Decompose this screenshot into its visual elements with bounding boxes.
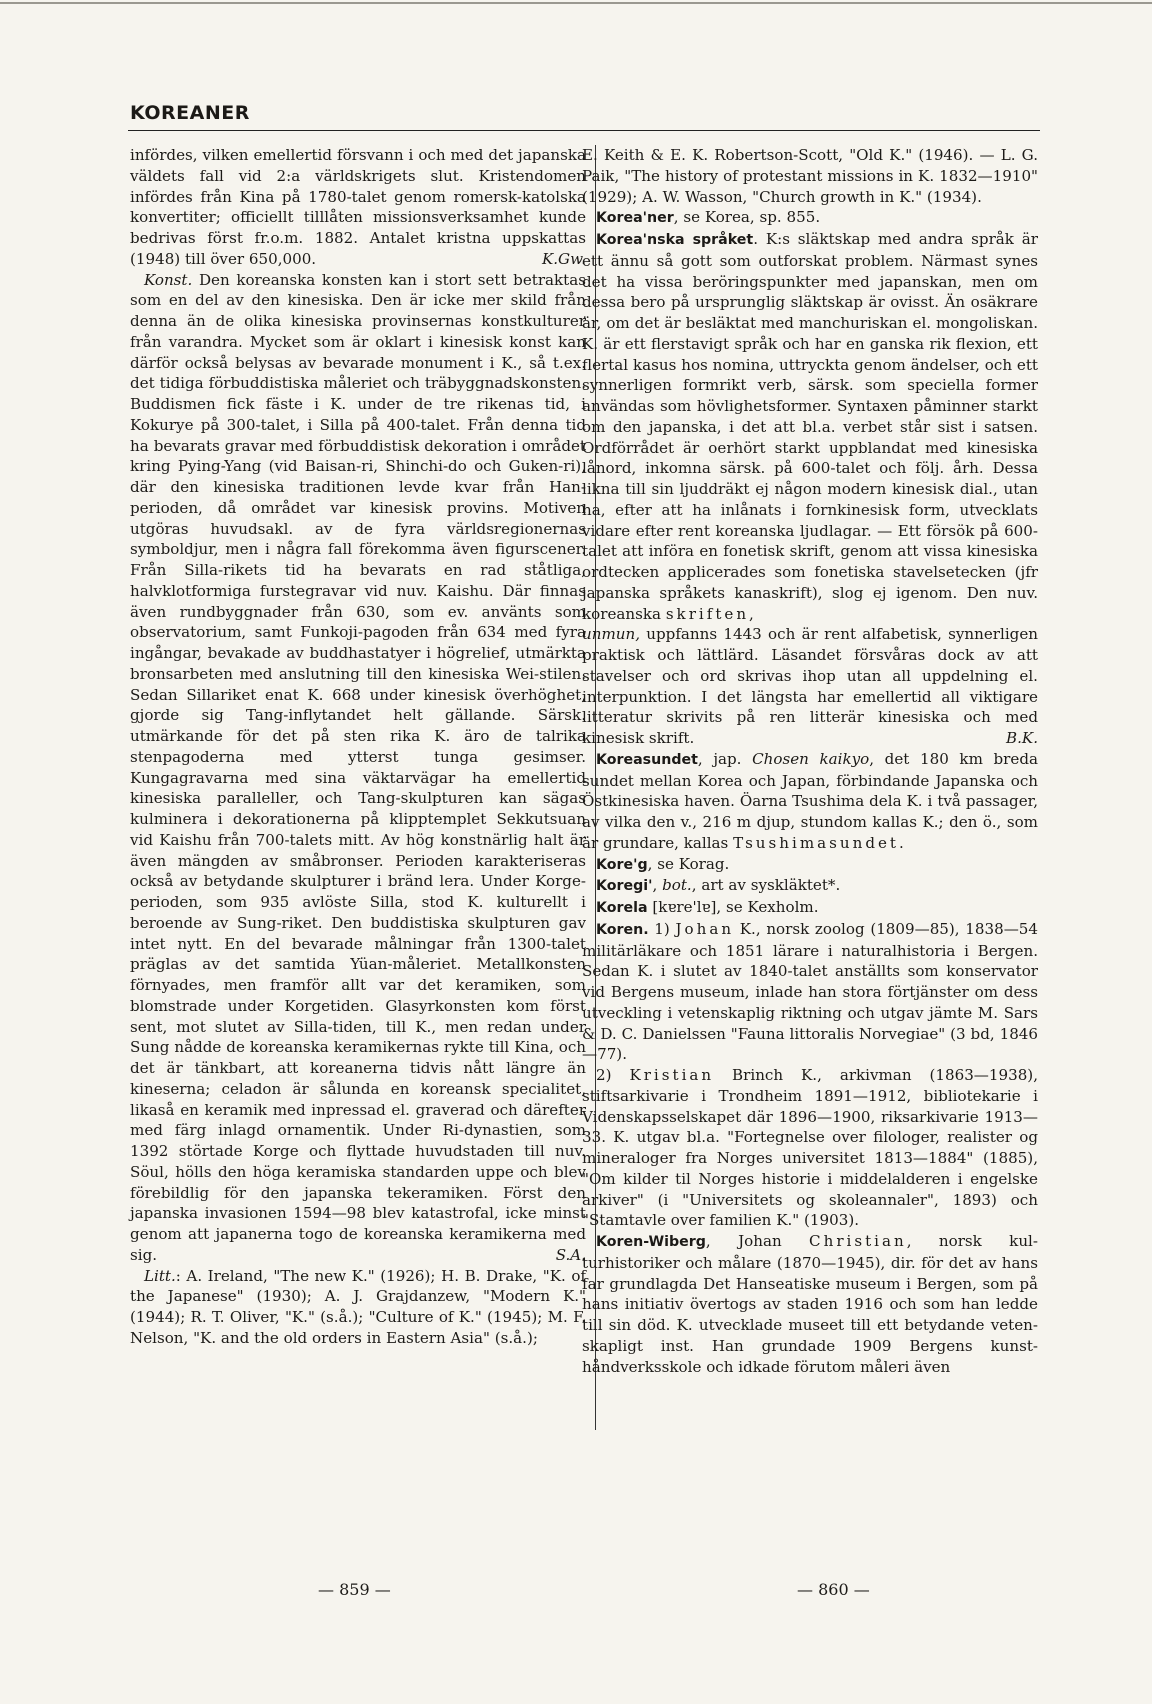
text: , art av syskläktet*.: [691, 876, 841, 895]
entry-term: Koren-Wiberg: [596, 1234, 706, 1250]
text: , norsk kulturhistoriker och målare (1870—1945), dir. för det av hans far grundlagda Det Hanseatiske museum i Bergen, som på hans initiativ övertogs av staden 1916 och som han ledde till sin död. K. utvecklade museet till ett betydande vetenskapligt inst. Han grundade 1909 Bergens kunsthåndverksskole och idkade förutom måleri även: [582, 1232, 1038, 1376]
left-column: [130, 145, 586, 1349]
text: 2): [596, 1066, 630, 1084]
scan-edge: [0, 2, 1152, 4]
entry-term: Koreasundet: [596, 751, 698, 768]
entry-koreanska-spraket: [582, 229, 1038, 749]
entry-term: Koren.: [596, 921, 649, 938]
text: E. Keith & E. K. Robertson-Scott, "Old K." (1946). — L. G. Paik, "The history of protestant missions in K. 1832—1910" (1929); A. W. Wasson, "Church growth in K." (1934).: [582, 146, 1038, 206]
text: . K:s släktskap med andra språk är ett ännu så gott som outforskat problem. Närmast synes det ha vissa beröringspunkter med japanskan, men om dessa bero på ursprunglig släktskap är ovisst. Än osäkrare är, om det är besläktat med manchuriskan el. mongoliskan. K. är ett flerstavigt språk och har en ganska rik flexion, ett flertal kasus hos nomina, uttryckta genom ändelser, och ett synnerligen formrikt verb, särsk. som speciella former användas som hövlighetsformer. Syntaxen påminner starkt om den japanska, i det att bl.a. verbet står sist i satsen. Ordförrådet är oerhört starkt uppblandat med kinesiska lånord, inkomna särsk. på 600-talet och följ. årh. Dessa likna till sin ljuddräkt ej någon modern kinesisk dial., utan ha, efter att ha inlånats i fornkinesisk form, utvecklats vidare efter rent koreanska ljudlagar. — Ett försök på 600talet att införa en fonetisk skrift, genom att vissa kinesiska ordtecken applicerades som fonetiska stavelsetecken (jfr japanska språkets kanaskrift), slog ej igenom. Den nuv. koreanska: [582, 230, 1038, 623]
paragraph-litt: [130, 1266, 586, 1349]
entry-koreaner: [582, 207, 1038, 229]
text: , Johan: [705, 1232, 810, 1250]
entry-term: Korea'ner: [596, 210, 674, 227]
paragraph-konst: [130, 270, 586, 1266]
page-number-right: — 860 —: [797, 1580, 870, 1599]
entry-koregi: Koregi', bot., art av syskläktet*.: [596, 876, 841, 895]
entry-koren-1: Koren. 1) Johan K., norsk zoolog (1809—85), 1838—54 militärläkare och 1851 lärare i naturalhistoria i Bergen. Sedan K. i slutet av 1840-talet anställts som konservator vid Bergens museum, inlade han stora förtjänster om dess utveckling i vetenskaplig riktning och utgav jämte M. Sars & D. C. Danielssen "Fauna littoralis Norvegiae" (3 bd, 1846—77).: [582, 919, 1038, 1064]
entry-koreasundet: [582, 749, 1038, 854]
right-column: [582, 145, 1038, 1377]
entry-term: Korea'nska språket: [596, 232, 754, 248]
text: [kɐre'lɐ], se Kexholm.: [647, 898, 819, 916]
spaced-name: Kristian: [629, 1066, 715, 1084]
running-head: KOREANER: [130, 102, 250, 124]
text: Brinch K., arkivman (1863—1938), stiftsarkivarie i Trondheim 1891—1912, bibliotekarie i Videnskapsselskapet där 1896—1900, riksarkivarie 1913—33. K. utgav bl.a. "Fortegnelse over filologer, realister og mineraloger fra Norges universitet 1813—1884" (1885), "Om kilder til Norges historie i middelalderen i engelske arkiver" (i "Universitets og skoleannaler", 1893) och "Stamtavle over familien K." (1903).: [582, 1066, 1038, 1230]
text: , se Korea, sp. 855.: [673, 208, 821, 227]
signature: B.K.: [1006, 729, 1038, 747]
paragraph-litt-continued: [582, 145, 1038, 207]
text: : A. Ireland, "The new K." (1926); H. B. Drake, "K. of the Japanese" (1930); A. J. Grajdanzew, "Modern K." (1944); R. T. Oliver, "K." (s.å.); "Culture of K." (1945); M. F. Nelson, "K. and the old orders in Eastern Asia" (s.å.);: [130, 1266, 586, 1347]
italic-word: unmun,: [582, 625, 640, 644]
header-rule: [128, 130, 1040, 131]
signature: S.A.: [555, 1245, 586, 1264]
paragraph-religion: [130, 145, 586, 270]
text: , se Korag.: [647, 854, 730, 873]
text: infördes, vilken emellertid försvann i och med det japanska väldets fall vid 2:a världskrigets slut. Kristendomen infördes från Kina på 1780-talet genom romersk-katolska konvertiter; officiellt tilllåten missionsverksamhet kunde bedrivas först fr.o.m. 1882. Antalet kristna uppskattas (1948) till över 650,000.: [130, 146, 586, 268]
entry-korela: [582, 897, 1038, 919]
text: K., norsk zoolog (1809—85), 1838—54 militärläkare och 1851 lärare i naturalhistoria i Bergen. Sedan K. i slutet av 1840-talet anställts som konservator vid Bergens museum, inlade han stora förtjänster om dess utveckling i vetenskaplig riktning och utgav jämte M. Sars & D. C. Danielssen "Fauna littoralis Norvegiae" (3 bd, 1846—77).: [582, 919, 1038, 1064]
signature: K.Gw.: [541, 249, 586, 268]
entry-koren-2: [582, 1065, 1038, 1231]
text: Den koreanska konsten kan i stort sett betraktas som en del av den kinesiska. Den är icke mer skild från denna än de olika kinesiska provinsernas konstkulturer från varandra. Mycket som är oklart i kinesisk konst kan därför också belysas av bevarade monument i K., så t.ex. det tidiga förbuddistiska måleriet och träbyggnadskonsten. Buddismen fick fäste i K. under de tre rikenas tid, i Kokurye på 300-talet, i Silla på 400-talet. Från denna tid ha bevarats gravar med förbuddistisk dekoration i området kring Pying-Yang (vid Baisan-ri, Shinchi-do och Guken-ri), där den kinesiska traditionen levde kvar från Han-perioden, då området var kinesisk provins. Motiven utgöras huvudsakl. av de fyra världsregionernas symboldjur, men i några fall förekomma även figurscener. Från Silla-rikets tid ha bevarats en rad ståtliga, halvklotformiga furstegravar vid nuv. Kaishu. Där finnas även rundbyggnader från 630, som ev. använts som observatorium, samt Funkoji-pagoden från 634 med fyra ingångar, bevakade av buddhastatyer i högrelief, utmärkta bronsarbeten med anslutning till den kinesiska Wei-stilen. Sedan Sillariket enat K. 668 under kinesisk överhöghet, gjorde sig Tang-inflytandet helt gällande. Särsk. utmärkande för det på sten rika K. äro de talrika stenpagoderna med ytterst tunga gesimser. Kungagravarna med sina väktarvägar ha emellertid kinesiska paralleller, och Tang-skulpturen kan sägas kulminera i dekorationerna på klipptemplet Sekkutsuan vid Kaishu från 700-talets mitt. Av hög konstnärlig halt är även mängden av småbronser. Perioden karakteriseras också av betydande skulpturer i bränd lera. Under Korgeperioden, som 935 avlöste Silla, stod K. kulturellt i beroende av Sung-riket. Den buddistiska skulpturen gav intet nytt. En del bevarade målningar från 1300-talet präglas av det samtida Yüan-måleriet. Metallkonsten förnyades, men framför allt var det keramiken, som blomstrade under Korgetiden. Glasyrkonsten kom först sent, mot slutet av Silla-tiden, till K., men redan under Sung nådde de koreanska keramikernas rykte till Kina, och det är tänkbart, att koreanerna tidvis nått längre än kineserna; celadon är sålunda en koreansk specialitet, likaså en keramik med inpressad el. graverad och därefter med färg inlagd ornamentik. Under Ri-dynastien, som 1392 störtade Korge och flyttade huvudstaden till nuv. Söul, hölls den höga keramiska standarden uppe och blev förebildlig för den japanska tekeramiken. Först den japanska invasionen 1594—98 blev katastrofal, icke minst genom att japanerna togo de koreanska keramikerna med sig.: [130, 270, 586, 1264]
spaced-word: skriften,: [665, 604, 757, 623]
spaced-word: Tsushimasundet.: [733, 833, 907, 852]
litt-label: Litt.: [144, 1266, 176, 1285]
italic-name: Chosen kaikyo: [752, 749, 870, 768]
page-number-left: — 859 —: [318, 1580, 391, 1599]
section-label: Konst.: [144, 270, 193, 289]
entry-term: Korela: [596, 900, 648, 916]
text: uppfanns 1443 och är rent alfabetisk, synnerligen praktisk och lättlärd. Läsandet försvåras dock av att stavelser och ord skrivas ihop utan all uppdelning el. interpunktion. I det längsta har emellertid all viktigare litteratur skrivits på ren litterär kinesiska och med kinesisk skrift.: [582, 625, 1038, 747]
entry-term: Kore'g: [596, 856, 648, 873]
text: , det 180 km breda sundet mellan Korea och Japan, förbindande Japanska och Östkinesiska haven. Öarna Tsushima dela K. i två passager, av vilka den v., 216 m djup, stundom kallas K.; den ö., som är grundare, kallas: [582, 749, 1038, 852]
italic-abbrev: bot.: [662, 876, 692, 895]
entry-koren-wiberg: [582, 1231, 1038, 1377]
entry-koreg: [582, 854, 1038, 876]
text: , jap.: [697, 749, 753, 768]
spaced-name: Johan: [675, 919, 735, 938]
entry-term: Koregi': [596, 878, 653, 895]
spaced-name: Christian: [809, 1232, 907, 1250]
